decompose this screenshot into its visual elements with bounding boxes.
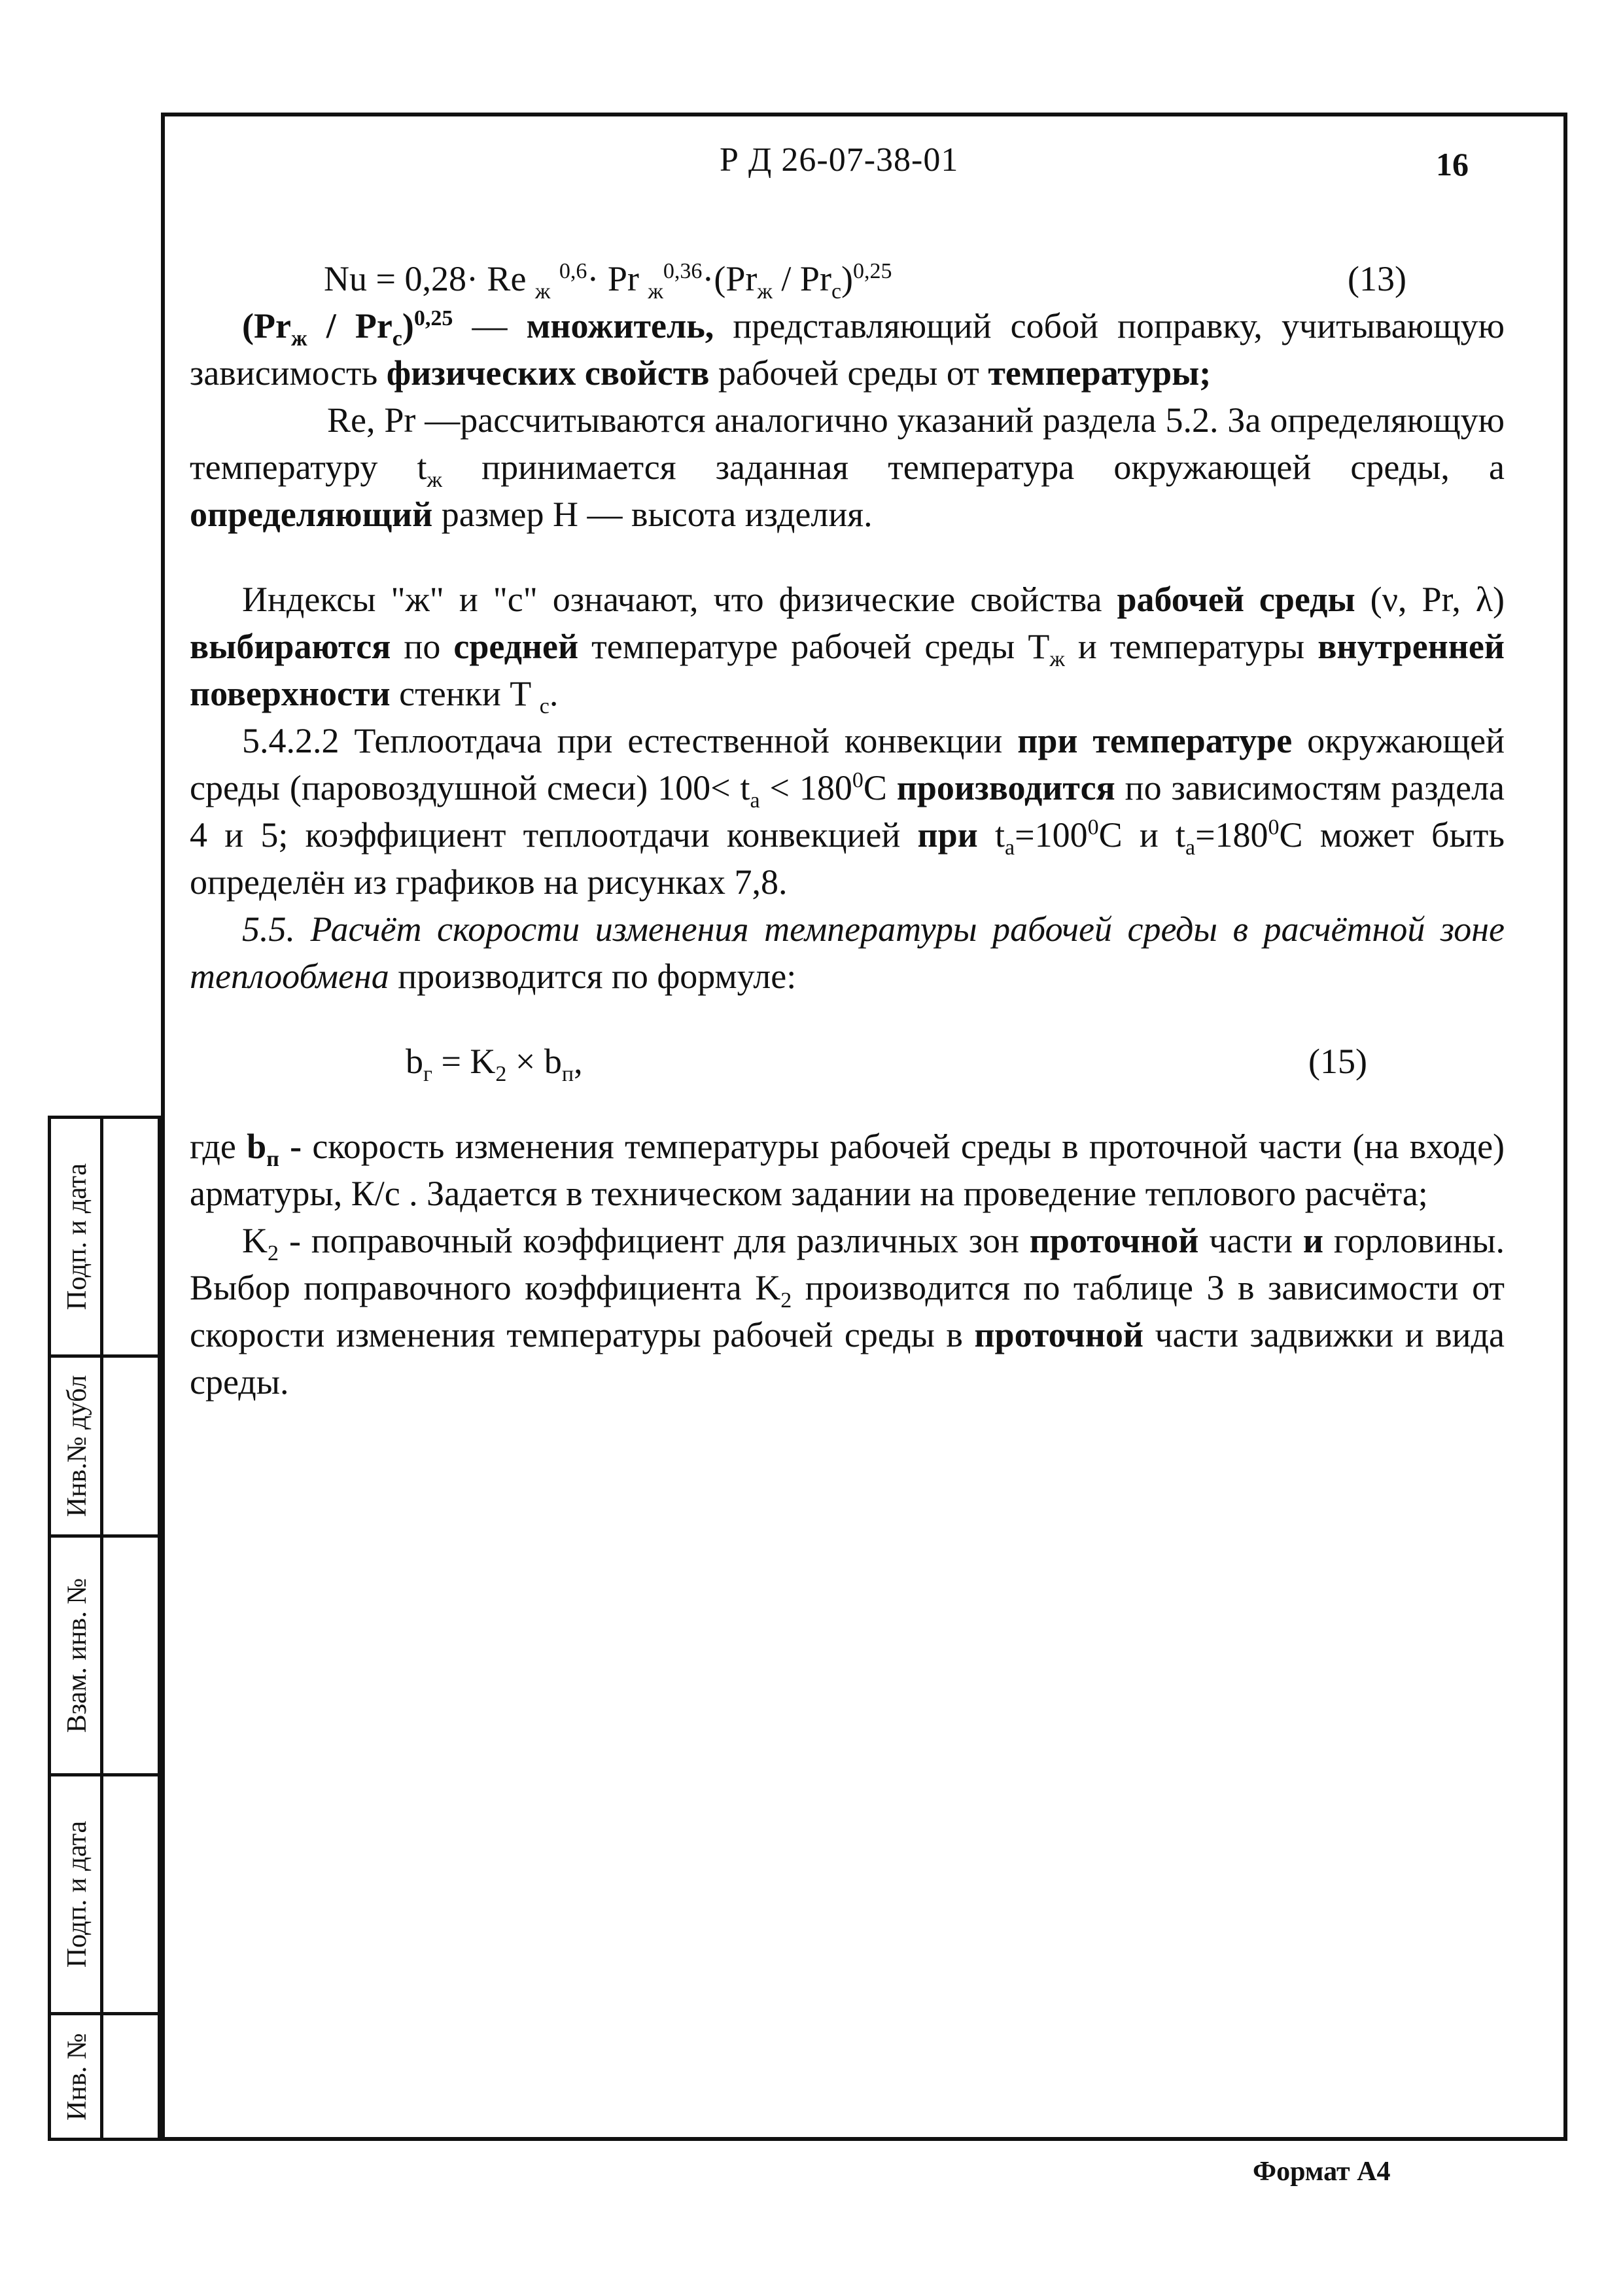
sidebar-label-duplicate-inv: Инв.№ дубл: [62, 1375, 92, 1517]
sidebar-cell-2: [48, 1354, 161, 1534]
stamp-sidebar: [48, 1116, 161, 2141]
document-body: [190, 255, 1505, 1405]
formula-13-number: (13): [1348, 259, 1406, 298]
paragraph-group-1: [190, 302, 1505, 538]
paragraph: $K_2$ - поправочный коэффициент для различных зон проточной части и горловины. Выбор поправочного коэффициента $K_2$ производится по таблице 3 в зависимости от скорости изменения температуры рабочей среды в проточной части задвижки и вида среды.: [190, 1221, 1505, 1402]
paragraph: $(Pr_ж / Pr_c)^{0,25}$ — множитель, представляющий собой поправку, учитывающую зависимость физических свойств рабочей среды от температуры;: [190, 306, 1505, 393]
sidebar-label-replacement-inv: Взам. инв. №: [62, 1578, 92, 1733]
paragraph: где $b_п$ - скорость изменения температуры рабочей среды в проточной части (на входе) арматуры, К/с . Задается в техническом задании на проведение теплового расчёта;: [190, 1127, 1505, 1213]
paragraph-group-3: [190, 1123, 1505, 1405]
formula-13: [190, 255, 1505, 302]
page-number: 16: [1436, 146, 1469, 183]
sidebar-label-inv-number: Инв. №: [62, 2032, 92, 2121]
paragraph: Индексы "ж" и "с" означают, что физические свойства рабочей среды (ν, Pr, λ) выбираются по средней температуре рабочей среды $T_ж$ и температуры внутренней поверхности стенки T $_c$.: [190, 580, 1505, 718]
document-code: Р Д 26-07-38-01: [720, 141, 959, 179]
paragraph: Re, Pr —рассчитываются аналогично указаний раздела 5.2. За определяющую температуру $t_ж$ принимается заданная температура окружающей среды, а определяющий размер Н — высота изделия.: [190, 400, 1505, 534]
sidebar-label-signature-date: Подп. и дата: [62, 1163, 92, 1311]
sidebar-cell-4: [48, 1773, 161, 2012]
formula-13-expression: Nu = 0,28· Re $_ж$ $^{0,6}$· Pr $_ж^{0,36}\cdot(Pr_ж / Pr_c)^{0,25}$: [324, 259, 892, 304]
sidebar-cell-3: [48, 1534, 161, 1773]
format-label: Формат А4: [1253, 2157, 1391, 2187]
formula-15: [190, 1038, 1505, 1085]
formula-15-expression: $b_г = K_2 \times b_п$,: [406, 1042, 583, 1086]
paragraph: 5.5. Расчёт скорости изменения температуры рабочей среды в расчётной зоне теплообмена производится по формуле:: [190, 910, 1505, 996]
sidebar-label-signature-date-2: Подп. и дата: [62, 1820, 92, 1968]
sidebar-cell-5: [48, 2012, 161, 2141]
formula-15-number: (15): [1308, 1042, 1367, 1081]
paragraph: 5.4.2.2 Теплоотдача при естественной конвекции при температуре окружающей среды (паровоздушной смеси) $100< t_a < 180^0С$ производится по зависимостям раздела 4 и 5; коэффициент теплоотдачи конвекцией при $t_a=100^0С$ и $t_a=180^0С$ может быть определён из графиков на рисунках 7,8.: [190, 721, 1505, 902]
paragraph-group-2: [190, 576, 1505, 1000]
sidebar-cell-1: [48, 1116, 161, 1354]
